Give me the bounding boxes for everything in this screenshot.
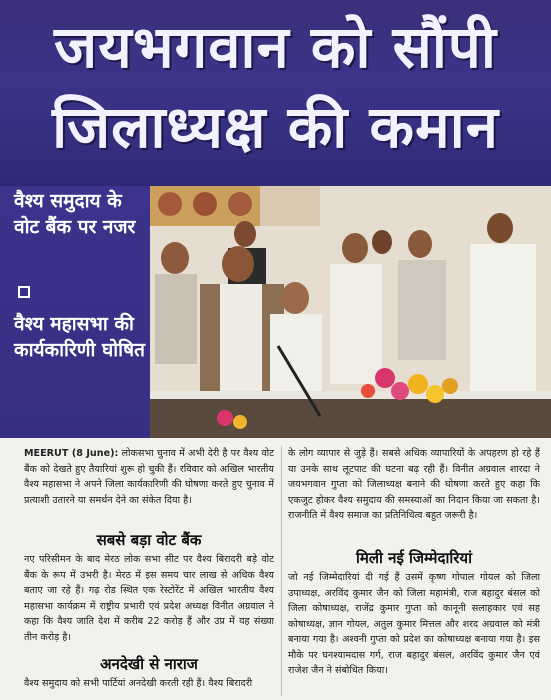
headline-banner [0, 0, 551, 188]
paragraph-5: जो नई जिम्मेदारियां दी गई हैं उसमें कृष्ण गोपाल गोयल को जिला उपाध्यक्ष, अरविंद कुमार जैन को जिला महामंत्री, राज बहादुर बंसल को जिला कोषाध्यक्ष, राजेंद्र कुमार गुप्ता को कानूनी सलाहकार एवं सह कोषाध्यक्ष, ज्ञान गोयल, अतुल कुमार मित्तल और शरद अग्रवाल को मंत्री बनाया गया है। अश्वनी गुप्ता को प्रदेश का कोषाध्यक्ष बनाया गया है। इस मौके पर घनश्यामदास गर्ग, राज बहादुर बंसल, अरविंद कुमार जैन एवं राजेश जैन ने संबोधित किया। [288, 572, 540, 676]
subhead-1: सबसे बड़ा वोट बैंक [96, 531, 202, 549]
paragraph-3: वैश्य समुदाय को सभी पार्टियां अनदेखी करती रही हैं। वैश्य बिरादरी [24, 678, 253, 689]
photo-illustration [150, 186, 551, 438]
headline-line-2: जिलाध्यक्ष की कमान [52, 93, 499, 161]
subhead-3: मिली नई जिम्मेदारियां [356, 549, 472, 567]
sidebar-panel [0, 186, 150, 438]
article-column-1 [24, 446, 274, 518]
intro-paragraph [24, 446, 274, 518]
subhead-2: अनदेखी से नाराज [100, 655, 198, 673]
sidebar-highlight-1: वैश्य समुदाय के वोट बैंक पर नजर [14, 190, 136, 238]
sidebar-highlight-2: वैश्य महासभा की कार्यकारिणी घोषित [14, 313, 145, 361]
paragraph-1: लोकसभा चुनाव में अभी देरी है पर वैश्य वोट बैंक को देखते हुए तैयारियां शुरू हो चुकी हैं। रविवार को अखिल भारतीय वैश्य महासभा ने अपने जिला कार्यकारिणी की घोषणा करते हुए चुनाव में प्रत्याशी उतारने या समर्थन देने का संकेत दिया है। [24, 448, 274, 506]
paragraph-2: नए परिसीमन के बाद मेरठ लोक सभा सीट पर वैश्य बिरादरी बड़े वोट बैंक के रूप में उभरी है। मेरठ में इस समय चार लाख से अधिक वैश्य बताए जा रहे हैं। गढ़ रोड स्थित एक रेस्टोरेंट में अखिल भारतीय वैश्य महासभा कार्यक्रम में राष्ट्रीय प्रभारी एवं प्रदेश अध्यक्ष विनीत अग्रवाल ने कहा कि वैश्य जाति देश में करीब 22 करोड़ हैं और उप्र में यह संख्या तीन करोड़ है। [24, 554, 274, 643]
news-photo [150, 186, 551, 438]
column-divider [281, 446, 282, 696]
dateline: MEERUT (8 June): [24, 448, 119, 459]
headline-line-1: जयभगवान को सौंपी [54, 13, 497, 81]
paragraph-4: के लोग व्यापार से जुड़े हैं। सबसे अधिक व्यापारियों के अपहरण हो रहे हैं या उनके साथ लूटपाट की घटना बढ़ रही हैं। विनीत अग्रवाल शारदा ने जयभगवान गुप्ता को जिलाध्यक्ष बनाने की घोषणा करते हुए कहा कि एकजुट होकर वैश्य समुदाय की समस्याओं का निदान किया जा सकता है। राजनीति में वैश्य समाज का प्रतिनिधित्व बहुत जरूरी है। [288, 448, 540, 521]
square-bullet-icon [18, 286, 30, 298]
